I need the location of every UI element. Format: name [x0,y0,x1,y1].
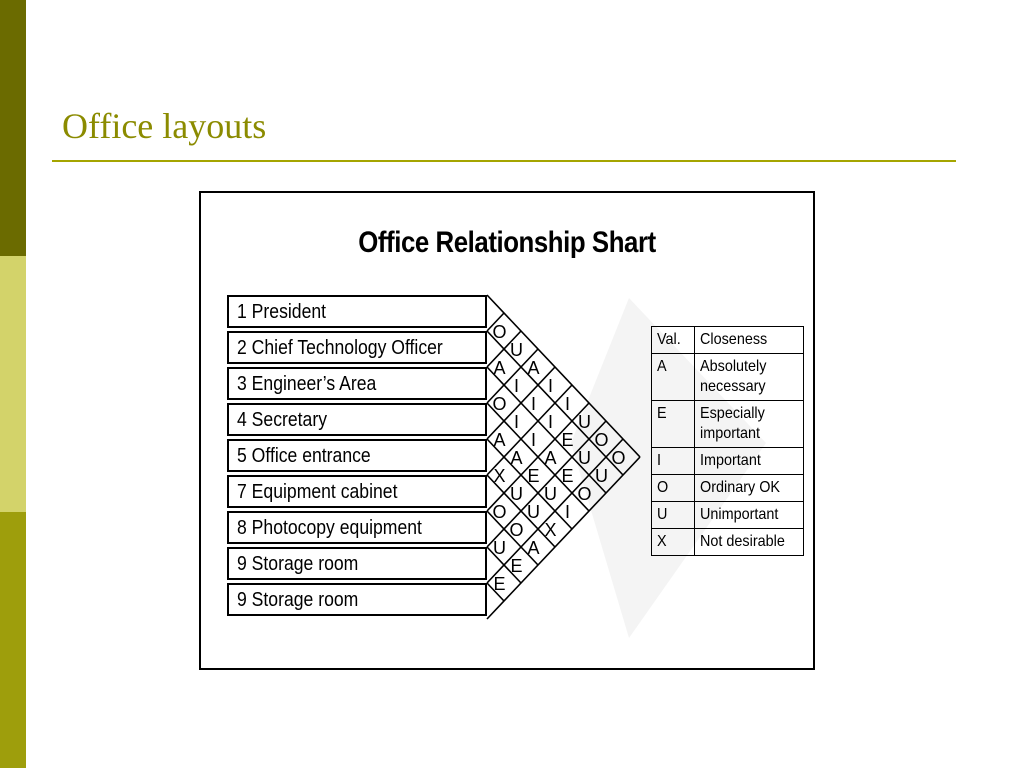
matrix-cell-letter: X [493,466,506,486]
legend-row [652,354,804,401]
sidebar-segment-light [0,256,26,512]
matrix-cell-letter: I [564,394,571,414]
department-label: 9 Storage room [237,589,359,611]
matrix-cell-letter: A [493,430,506,450]
legend-val-text: U [657,506,668,523]
matrix-cell-letter: I [530,430,537,450]
matrix-cell-letter: O [492,502,507,522]
department-row [227,547,487,580]
legend-closeness-text: Especially [700,405,765,422]
legend-header-closeness-text: Closeness [700,331,768,348]
department-row [227,403,487,436]
department-row [227,331,487,364]
legend-val [652,354,695,401]
department-label: 2 Chief Technology Officer [237,337,443,359]
matrix-cell-letter: I [513,412,520,432]
department-label: 1 President [237,301,327,323]
matrix-cell-letter: O [492,394,507,414]
department-row [227,583,487,616]
matrix-cell-letter: A [527,538,540,558]
department-label: 8 Photocopy equipment [237,517,422,539]
matrix-cell-letter: U [510,340,523,360]
legend-header-val-text: Val. [657,331,681,348]
legend-val [652,475,695,502]
matrix-cell-letter: O [577,484,592,504]
legend-row [652,448,804,475]
legend-closeness [695,448,804,475]
closeness-legend-table [651,326,804,556]
legend-closeness-text: Absolutely [700,358,767,375]
legend-closeness [695,475,804,502]
matrix-cell-letter: O [492,322,507,342]
matrix-cell-letter: O [594,430,609,450]
department-row [227,367,487,400]
legend-row [652,475,804,502]
legend-header-val [652,327,695,354]
sidebar-accent-bar [0,0,26,768]
matrix-cell-letter: U [595,466,608,486]
legend-val-text: X [657,533,667,550]
legend-val [652,502,695,529]
matrix-cell-letter: U [527,502,540,522]
matrix-cell-letter: O [509,520,524,540]
department-row [227,475,487,508]
matrix-cell-letter: A [493,358,506,378]
legend-val [652,401,695,448]
matrix-cell-letter: E [493,574,506,594]
legend-row [652,529,804,556]
legend-closeness-text: Ordinary OK [700,479,781,496]
matrix-cell-letter: O [611,448,626,468]
matrix-cell-letter: E [561,466,574,486]
department-label: 9 Storage room [237,553,359,575]
matrix-cell-letter: I [547,412,554,432]
legend-val-text: A [657,358,667,375]
legend-header-row [652,327,804,354]
matrix-cell-letter: E [527,466,540,486]
sidebar-segment-dark [0,0,26,256]
legend-val-text: I [657,452,662,469]
legend-closeness [695,401,804,448]
legend-row [652,502,804,529]
matrix-cell-letter: U [510,484,523,504]
legend-closeness-text: important [700,425,761,442]
legend-closeness-text: Important [700,452,761,469]
legend-val [652,448,695,475]
matrix-cell-letter: I [530,394,537,414]
matrix-cell-letter: U [544,484,557,504]
department-label: 3 Engineer’s Area [237,373,377,395]
matrix-cell-letter: I [513,376,520,396]
department-row [227,439,487,472]
legend-val-text: O [657,479,669,496]
legend-val-text: E [657,405,667,422]
matrix-cell-letter: U [578,448,591,468]
legend-closeness [695,354,804,401]
matrix-cell-letter: U [493,538,506,558]
matrix-cell-letter: E [510,556,523,576]
matrix-cell-letter: I [547,376,554,396]
legend-closeness-text: Unimportant [700,506,779,523]
department-row [227,295,487,328]
department-label: 5 Office entrance [237,445,371,467]
slide-title: Office layouts [62,106,267,146]
sidebar-segment-mid [0,512,26,768]
matrix-cell-letter: I [564,502,571,522]
matrix-cell-letter: A [510,448,523,468]
matrix-cell-letter: U [578,412,591,432]
department-row [227,511,487,544]
matrix-cell-letter: A [527,358,540,378]
title-divider [52,160,956,162]
legend-header-closeness [695,327,804,354]
legend-closeness [695,529,804,556]
matrix-cell-letter: X [544,520,557,540]
department-label: 4 Secretary [237,409,327,431]
legend-closeness [695,502,804,529]
department-label: 7 Equipment cabinet [237,481,398,503]
legend-val [652,529,695,556]
matrix-cell-letter: E [561,430,574,450]
chart-title: Office Relationship Shart [358,226,656,259]
legend-row [652,401,804,448]
department-list [227,295,487,619]
matrix-cell-letter: A [544,448,557,468]
relationship-chart-figure [199,191,815,670]
legend-closeness-text: necessary [700,378,766,395]
legend-closeness-text: Not desirable [700,533,785,550]
